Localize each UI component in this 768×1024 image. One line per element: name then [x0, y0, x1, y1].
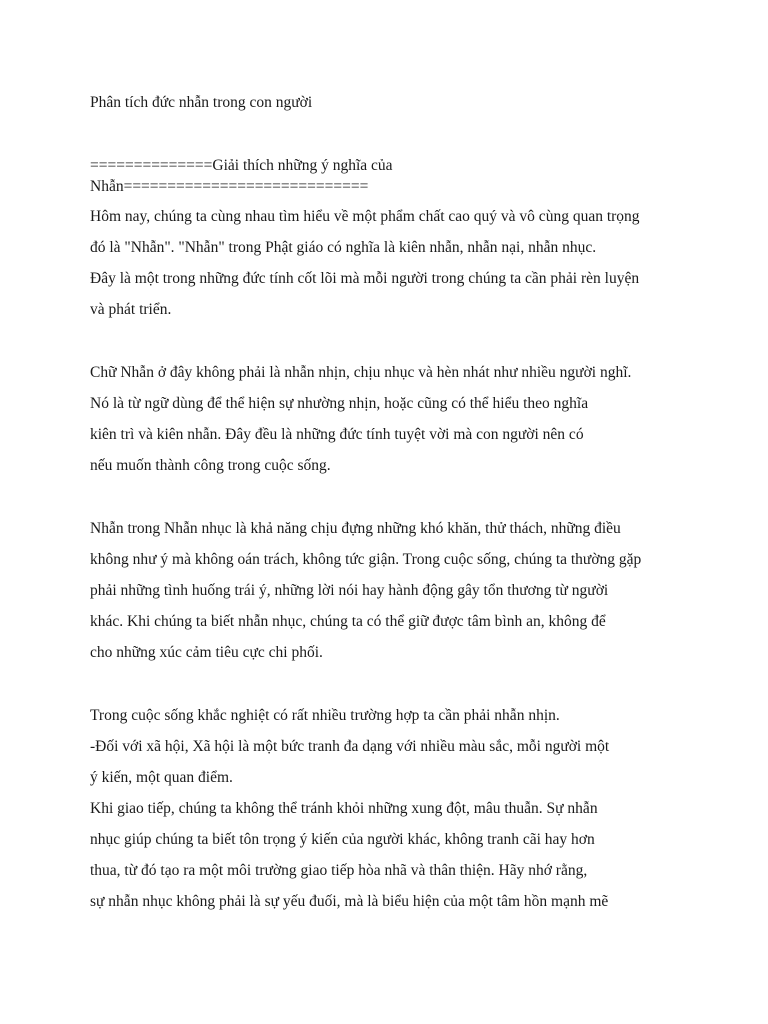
body-text-line: thua, từ đó tạo ra một môi trường giao tiếp hòa nhã và thân thiện. Hãy nhớ rằng, [90, 862, 588, 879]
body-text-line: đó là "Nhẫn". "Nhẫn" trong Phật giáo có nghĩa là kiên nhẫn, nhẫn nại, nhẫn nhục. [90, 239, 597, 256]
body-text-line: Trong cuộc sống khắc nghiệt có rất nhiều trường hợp ta cần phải nhẫn nhịn. [90, 707, 560, 724]
body-text-line: nếu muốn thành công trong cuộc sống. [90, 457, 331, 474]
body-text-line: khác. Khi chúng ta biết nhẫn nhục, chúng ta có thể giữ được tâm bình an, không để [90, 613, 606, 630]
body-text-line: sự nhẫn nhục không phải là sự yếu đuối, mà là biểu hiện của một tâm hồn mạnh mẽ [90, 893, 609, 910]
body-text-line: ý kiến, một quan điểm. [90, 769, 233, 786]
body-text-line: Nó là từ ngữ dùng để thể hiện sự nhường nhịn, hoặc cũng có thể hiểu theo nghĩa [90, 395, 589, 412]
body-text-line: phải những tình huống trái ý, những lời nói hay hành động gây tổn thương từ người [90, 582, 609, 599]
body-text-line: cho những xúc cảm tiêu cực chi phối. [90, 644, 323, 661]
body-text-line: Nhẫn trong Nhẫn nhục là khả năng chịu đựng những khó khăn, thử thách, những điều [90, 520, 621, 537]
body-text-line: Khi giao tiếp, chúng ta không thể tránh khỏi những xung đột, mâu thuẫn. Sự nhẫn [90, 800, 598, 817]
document-title: Phân tích đức nhẫn trong con người [90, 94, 313, 111]
body-text-line: Đây là một trong những đức tính cốt lõi mà mỗi người trong chúng ta cần phải rèn luyện [90, 270, 640, 287]
body-text-line: nhục giúp chúng ta biết tôn trọng ý kiến của người khác, không tranh cãi hay hơn [90, 831, 595, 848]
section-header-line: ==============Giải thích những ý nghĩa của [90, 157, 393, 174]
body-text-line: kiên trì và kiên nhẫn. Đây đều là những đức tính tuyệt vời mà con người nên có [90, 426, 584, 443]
body-text-line: không như ý mà không oán trách, không tức giận. Trong cuộc sống, chúng ta thường gặp [90, 551, 642, 568]
body-text-line: Hôm nay, chúng ta cùng nhau tìm hiểu về một phẩm chất cao quý và vô cùng quan trọng [90, 208, 640, 225]
body-text-line: và phát triển. [90, 301, 172, 318]
body-text-line: -Đối với xã hội, Xã hội là một bức tranh đa dạng với nhiều màu sắc, mỗi người một [90, 738, 610, 755]
body-text-line: Chữ Nhẫn ở đây không phải là nhẫn nhịn, chịu nhục và hèn nhát như nhiều người nghĩ. [90, 364, 632, 381]
section-header-line: Nhẫn============================ [90, 178, 369, 195]
